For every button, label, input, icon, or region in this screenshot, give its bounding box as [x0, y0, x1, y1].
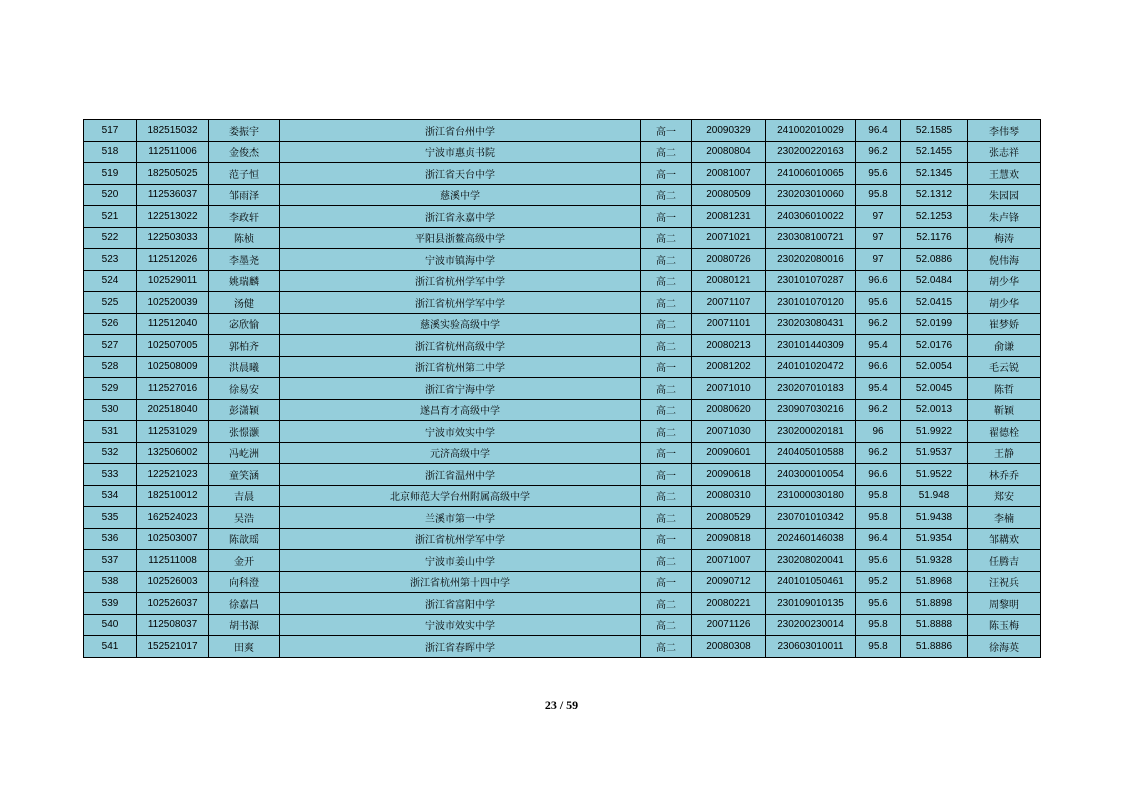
results-table	[83, 119, 1041, 658]
total-score-cell: 52.0199	[901, 313, 968, 335]
birth-date-cell: 20071007	[692, 550, 766, 572]
birth-date-cell: 20071030	[692, 421, 766, 443]
teacher-cell: 王慧欢	[968, 163, 1041, 185]
score-cell: 95.6	[856, 593, 901, 615]
birth-date-cell: 20071101	[692, 313, 766, 335]
student-name-cell: 洪晨曦	[209, 356, 280, 378]
teacher-cell: 倪伟海	[968, 249, 1041, 271]
teacher-cell: 徐海英	[968, 636, 1041, 658]
teacher-cell: 王静	[968, 442, 1041, 464]
score-cell: 96.6	[856, 356, 901, 378]
registration-code-cell: 240101020472	[766, 356, 856, 378]
total-score-cell: 52.0484	[901, 270, 968, 292]
rank-cell: 521	[84, 206, 137, 228]
registration-code-cell: 230207010183	[766, 378, 856, 400]
score-cell: 96.2	[856, 442, 901, 464]
score-cell: 96.2	[856, 313, 901, 335]
school-cell: 宁波市效实中学	[280, 421, 641, 443]
teacher-cell: 周黎明	[968, 593, 1041, 615]
rank-cell: 535	[84, 507, 137, 529]
student-name-cell: 吴浩	[209, 507, 280, 529]
registration-code-cell: 230308100721	[766, 227, 856, 249]
total-score-cell: 52.1253	[901, 206, 968, 228]
registration-code-cell: 240101050461	[766, 571, 856, 593]
grade-cell: 高二	[641, 593, 692, 615]
teacher-cell: 崔梦娇	[968, 313, 1041, 335]
table-row	[84, 614, 1041, 636]
table-row	[84, 356, 1041, 378]
student-id-cell: 162524023	[137, 507, 209, 529]
student-id-cell: 202518040	[137, 399, 209, 421]
student-id-cell: 112531029	[137, 421, 209, 443]
rank-cell: 536	[84, 528, 137, 550]
birth-date-cell: 20090618	[692, 464, 766, 486]
rank-cell: 518	[84, 141, 137, 163]
student-id-cell: 112512026	[137, 249, 209, 271]
school-cell: 宁波市镇海中学	[280, 249, 641, 271]
birth-date-cell: 20080308	[692, 636, 766, 658]
school-cell: 平阳县浙鳌高级中学	[280, 227, 641, 249]
score-cell: 95.8	[856, 636, 901, 658]
rank-cell: 539	[84, 593, 137, 615]
student-name-cell: 彭潇颖	[209, 399, 280, 421]
table-row	[84, 292, 1041, 314]
teacher-cell: 梅涛	[968, 227, 1041, 249]
birth-date-cell: 20071107	[692, 292, 766, 314]
school-cell: 浙江省杭州学军中学	[280, 270, 641, 292]
total-score-cell: 51.8968	[901, 571, 968, 593]
rank-cell: 523	[84, 249, 137, 271]
total-score-cell: 51.9522	[901, 464, 968, 486]
table-row	[84, 464, 1041, 486]
student-name-cell: 冯屹洲	[209, 442, 280, 464]
school-cell: 浙江省杭州第十四中学	[280, 571, 641, 593]
birth-date-cell: 20071126	[692, 614, 766, 636]
rank-cell: 519	[84, 163, 137, 185]
total-score-cell: 52.0415	[901, 292, 968, 314]
total-score-cell: 51.8898	[901, 593, 968, 615]
total-score-cell: 51.9328	[901, 550, 968, 572]
grade-cell: 高二	[641, 421, 692, 443]
score-cell: 95.8	[856, 507, 901, 529]
school-cell: 元济高级中学	[280, 442, 641, 464]
total-score-cell: 52.1312	[901, 184, 968, 206]
student-id-cell: 112511006	[137, 141, 209, 163]
school-cell: 宁波市惠贞书院	[280, 141, 641, 163]
table-row	[84, 120, 1041, 142]
student-name-cell: 汤健	[209, 292, 280, 314]
grade-cell: 高二	[641, 399, 692, 421]
school-cell: 浙江省春晖中学	[280, 636, 641, 658]
table-body	[84, 120, 1041, 658]
birth-date-cell: 20080213	[692, 335, 766, 357]
student-name-cell: 娄振宇	[209, 120, 280, 142]
school-cell: 浙江省永嘉中学	[280, 206, 641, 228]
registration-code-cell: 241002010029	[766, 120, 856, 142]
rank-cell: 533	[84, 464, 137, 486]
school-cell: 浙江省温州中学	[280, 464, 641, 486]
school-cell: 浙江省杭州学军中学	[280, 292, 641, 314]
student-name-cell: 吉晨	[209, 485, 280, 507]
school-cell: 浙江省杭州第二中学	[280, 356, 641, 378]
birth-date-cell: 20081231	[692, 206, 766, 228]
registration-code-cell: 230200220163	[766, 141, 856, 163]
registration-code-cell: 240405010588	[766, 442, 856, 464]
grade-cell: 高一	[641, 464, 692, 486]
rank-cell: 534	[84, 485, 137, 507]
registration-code-cell: 230603010011	[766, 636, 856, 658]
student-name-cell: 陈桢	[209, 227, 280, 249]
score-cell: 96	[856, 421, 901, 443]
student-name-cell: 李政轩	[209, 206, 280, 228]
birth-date-cell: 20080221	[692, 593, 766, 615]
student-name-cell: 张憬灏	[209, 421, 280, 443]
teacher-cell: 林乔乔	[968, 464, 1041, 486]
rank-cell: 528	[84, 356, 137, 378]
score-cell: 95.6	[856, 163, 901, 185]
rank-cell: 530	[84, 399, 137, 421]
school-cell: 浙江省杭州高级中学	[280, 335, 641, 357]
rank-cell: 520	[84, 184, 137, 206]
registration-code-cell: 230101070120	[766, 292, 856, 314]
registration-code-cell: 240300010054	[766, 464, 856, 486]
table-row	[84, 399, 1041, 421]
student-id-cell: 102507005	[137, 335, 209, 357]
total-score-cell: 51.9922	[901, 421, 968, 443]
school-cell: 浙江省天台中学	[280, 163, 641, 185]
page-number: 23 / 59	[544, 698, 579, 712]
total-score-cell: 52.1345	[901, 163, 968, 185]
birth-date-cell: 20090329	[692, 120, 766, 142]
school-cell: 浙江省台州中学	[280, 120, 641, 142]
rank-cell: 517	[84, 120, 137, 142]
total-score-cell: 51.9438	[901, 507, 968, 529]
student-name-cell: 姚瑞麟	[209, 270, 280, 292]
birth-date-cell: 20071010	[692, 378, 766, 400]
teacher-cell: 李伟琴	[968, 120, 1041, 142]
teacher-cell: 翟德栓	[968, 421, 1041, 443]
rank-cell: 526	[84, 313, 137, 335]
student-id-cell: 102520039	[137, 292, 209, 314]
school-cell: 兰溪市第一中学	[280, 507, 641, 529]
total-score-cell: 52.0054	[901, 356, 968, 378]
grade-cell: 高二	[641, 485, 692, 507]
total-score-cell: 52.0886	[901, 249, 968, 271]
table-row	[84, 421, 1041, 443]
score-cell: 95.8	[856, 614, 901, 636]
score-cell: 96.6	[856, 464, 901, 486]
teacher-cell: 胡少华	[968, 270, 1041, 292]
student-name-cell: 金俊杰	[209, 141, 280, 163]
birth-date-cell: 20090712	[692, 571, 766, 593]
total-score-cell: 52.1455	[901, 141, 968, 163]
score-cell: 97	[856, 227, 901, 249]
rank-cell: 537	[84, 550, 137, 572]
grade-cell: 高二	[641, 636, 692, 658]
birth-date-cell: 20080804	[692, 141, 766, 163]
teacher-cell: 任腾吉	[968, 550, 1041, 572]
grade-cell: 高二	[641, 184, 692, 206]
birth-date-cell: 20080310	[692, 485, 766, 507]
school-cell: 宁波市效实中学	[280, 614, 641, 636]
total-score-cell: 52.0045	[901, 378, 968, 400]
school-cell: 北京师范大学台州附属高级中学	[280, 485, 641, 507]
registration-code-cell: 230200020181	[766, 421, 856, 443]
grade-cell: 高二	[641, 550, 692, 572]
student-id-cell: 102526003	[137, 571, 209, 593]
rank-cell: 522	[84, 227, 137, 249]
score-cell: 96.6	[856, 270, 901, 292]
rank-cell: 529	[84, 378, 137, 400]
teacher-cell: 俞谦	[968, 335, 1041, 357]
teacher-cell: 张志祥	[968, 141, 1041, 163]
student-name-cell: 向科澄	[209, 571, 280, 593]
student-name-cell: 邹雨泽	[209, 184, 280, 206]
rank-cell: 527	[84, 335, 137, 357]
student-id-cell: 182510012	[137, 485, 209, 507]
student-id-cell: 182505025	[137, 163, 209, 185]
birth-date-cell: 20080529	[692, 507, 766, 529]
student-name-cell: 李墨尧	[209, 249, 280, 271]
registration-code-cell: 230101440309	[766, 335, 856, 357]
total-score-cell: 52.1585	[901, 120, 968, 142]
student-id-cell: 112527016	[137, 378, 209, 400]
grade-cell: 高一	[641, 571, 692, 593]
birth-date-cell: 20080121	[692, 270, 766, 292]
school-cell: 浙江省富阳中学	[280, 593, 641, 615]
rank-cell: 532	[84, 442, 137, 464]
teacher-cell: 邹耩欢	[968, 528, 1041, 550]
score-cell: 97	[856, 206, 901, 228]
grade-cell: 高二	[641, 292, 692, 314]
table-row	[84, 270, 1041, 292]
grade-cell: 高二	[641, 335, 692, 357]
table-row	[84, 163, 1041, 185]
score-cell: 97	[856, 249, 901, 271]
table-row	[84, 378, 1041, 400]
teacher-cell: 毛云锐	[968, 356, 1041, 378]
student-name-cell: 金开	[209, 550, 280, 572]
registration-code-cell: 202460146038	[766, 528, 856, 550]
student-name-cell: 童笑涵	[209, 464, 280, 486]
school-cell: 浙江省宁海中学	[280, 378, 641, 400]
student-id-cell: 102508009	[137, 356, 209, 378]
grade-cell: 高一	[641, 528, 692, 550]
student-id-cell: 112536037	[137, 184, 209, 206]
total-score-cell: 52.0013	[901, 399, 968, 421]
grade-cell: 高二	[641, 249, 692, 271]
teacher-cell: 朱园园	[968, 184, 1041, 206]
table-row	[84, 227, 1041, 249]
rank-cell: 538	[84, 571, 137, 593]
student-id-cell: 112511008	[137, 550, 209, 572]
student-id-cell: 102526037	[137, 593, 209, 615]
grade-cell: 高二	[641, 313, 692, 335]
school-cell: 宁波市姜山中学	[280, 550, 641, 572]
student-id-cell: 102503007	[137, 528, 209, 550]
grade-cell: 高二	[641, 507, 692, 529]
birth-date-cell: 20071021	[692, 227, 766, 249]
score-cell: 95.8	[856, 184, 901, 206]
rank-cell: 531	[84, 421, 137, 443]
school-cell: 遂昌育才高级中学	[280, 399, 641, 421]
table-row	[84, 442, 1041, 464]
grade-cell: 高二	[641, 141, 692, 163]
total-score-cell: 51.948	[901, 485, 968, 507]
total-score-cell: 52.1176	[901, 227, 968, 249]
student-name-cell: 陈歆瑶	[209, 528, 280, 550]
registration-code-cell: 240306010022	[766, 206, 856, 228]
total-score-cell: 51.8886	[901, 636, 968, 658]
table-row	[84, 313, 1041, 335]
score-cell: 95.4	[856, 335, 901, 357]
total-score-cell: 52.0176	[901, 335, 968, 357]
birth-date-cell: 20080726	[692, 249, 766, 271]
registration-code-cell: 230203080431	[766, 313, 856, 335]
rank-cell: 541	[84, 636, 137, 658]
score-cell: 96.4	[856, 528, 901, 550]
student-id-cell: 122503033	[137, 227, 209, 249]
grade-cell: 高一	[641, 120, 692, 142]
score-cell: 95.6	[856, 292, 901, 314]
table-row	[84, 528, 1041, 550]
grade-cell: 高一	[641, 206, 692, 228]
table-row	[84, 571, 1041, 593]
school-cell: 慈溪中学	[280, 184, 641, 206]
student-id-cell: 102529011	[137, 270, 209, 292]
table-row	[84, 141, 1041, 163]
birth-date-cell: 20090601	[692, 442, 766, 464]
student-id-cell: 152521017	[137, 636, 209, 658]
rank-cell: 540	[84, 614, 137, 636]
birth-date-cell: 20080620	[692, 399, 766, 421]
student-name-cell: 郭柏齐	[209, 335, 280, 357]
registration-code-cell: 230701010342	[766, 507, 856, 529]
student-id-cell: 112512040	[137, 313, 209, 335]
table-row	[84, 206, 1041, 228]
birth-date-cell: 20081202	[692, 356, 766, 378]
registration-code-cell: 230907030216	[766, 399, 856, 421]
table-row	[84, 550, 1041, 572]
school-cell: 浙江省杭州学军中学	[280, 528, 641, 550]
score-cell: 96.2	[856, 399, 901, 421]
teacher-cell: 朱卢锋	[968, 206, 1041, 228]
table-row	[84, 636, 1041, 658]
registration-code-cell: 241006010065	[766, 163, 856, 185]
table-row	[84, 485, 1041, 507]
total-score-cell: 51.9537	[901, 442, 968, 464]
score-cell: 95.8	[856, 485, 901, 507]
birth-date-cell: 20081007	[692, 163, 766, 185]
student-name-cell: 范子恒	[209, 163, 280, 185]
grade-cell: 高一	[641, 442, 692, 464]
grade-cell: 高二	[641, 270, 692, 292]
student-name-cell: 胡书源	[209, 614, 280, 636]
registration-code-cell: 230202080016	[766, 249, 856, 271]
grade-cell: 高二	[641, 614, 692, 636]
teacher-cell: 汪祝兵	[968, 571, 1041, 593]
table-row	[84, 335, 1041, 357]
score-cell: 95.6	[856, 550, 901, 572]
student-name-cell: 田爽	[209, 636, 280, 658]
student-id-cell: 122513022	[137, 206, 209, 228]
student-id-cell: 182515032	[137, 120, 209, 142]
teacher-cell: 李楠	[968, 507, 1041, 529]
student-id-cell: 112508037	[137, 614, 209, 636]
score-cell: 96.2	[856, 141, 901, 163]
table-row	[84, 184, 1041, 206]
registration-code-cell: 230208020041	[766, 550, 856, 572]
birth-date-cell: 20080509	[692, 184, 766, 206]
rank-cell: 524	[84, 270, 137, 292]
registration-code-cell: 230101070287	[766, 270, 856, 292]
grade-cell: 高一	[641, 163, 692, 185]
registration-code-cell: 230203010060	[766, 184, 856, 206]
student-id-cell: 122521023	[137, 464, 209, 486]
teacher-cell: 郑安	[968, 485, 1041, 507]
total-score-cell: 51.9354	[901, 528, 968, 550]
teacher-cell: 陈哲	[968, 378, 1041, 400]
score-cell: 96.4	[856, 120, 901, 142]
birth-date-cell: 20090818	[692, 528, 766, 550]
table-row	[84, 507, 1041, 529]
grade-cell: 高二	[641, 378, 692, 400]
table-row	[84, 249, 1041, 271]
score-cell: 95.2	[856, 571, 901, 593]
grade-cell: 高二	[641, 227, 692, 249]
school-cell: 慈溪实验高级中学	[280, 313, 641, 335]
table-row	[84, 593, 1041, 615]
student-name-cell: 徐易安	[209, 378, 280, 400]
grade-cell: 高一	[641, 356, 692, 378]
score-cell: 95.4	[856, 378, 901, 400]
student-name-cell: 宓欣愉	[209, 313, 280, 335]
teacher-cell: 靳颖	[968, 399, 1041, 421]
registration-code-cell: 230200230014	[766, 614, 856, 636]
registration-code-cell: 230109010135	[766, 593, 856, 615]
teacher-cell: 陈玉梅	[968, 614, 1041, 636]
total-score-cell: 51.8888	[901, 614, 968, 636]
student-id-cell: 132506002	[137, 442, 209, 464]
registration-code-cell: 231000030180	[766, 485, 856, 507]
student-name-cell: 徐嘉昌	[209, 593, 280, 615]
rank-cell: 525	[84, 292, 137, 314]
teacher-cell: 胡少华	[968, 292, 1041, 314]
